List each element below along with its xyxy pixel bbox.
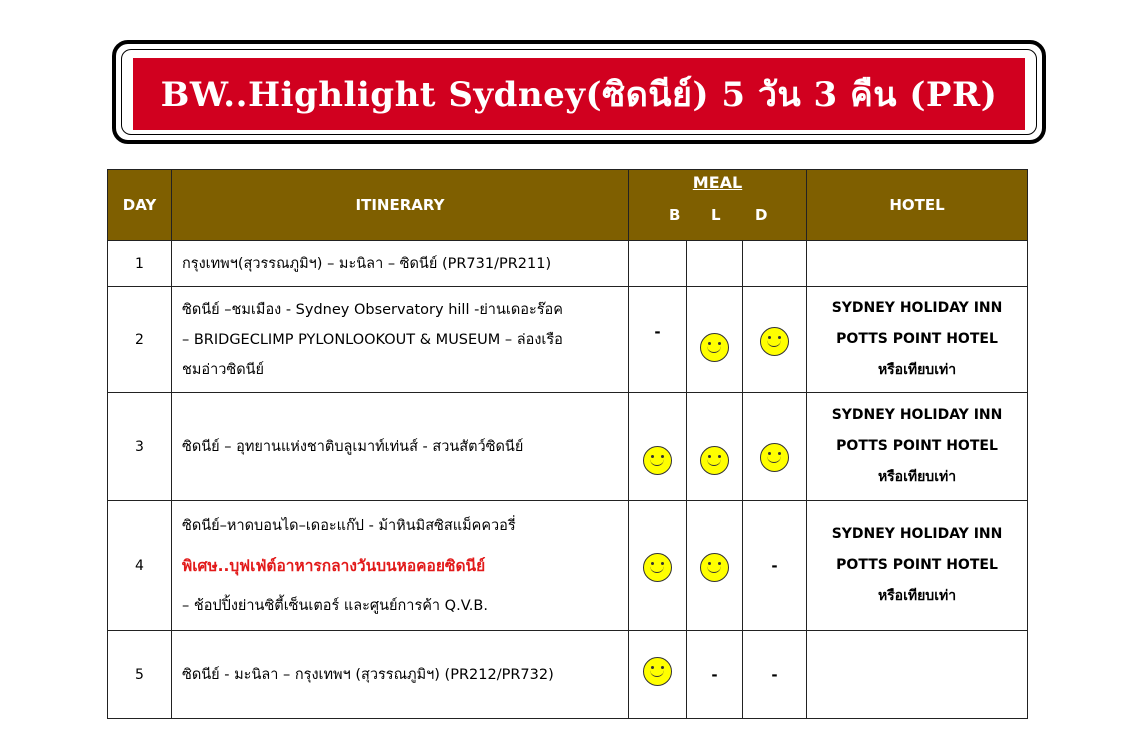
hotel-line: SYDNEY HOLIDAY INN <box>831 300 1003 316</box>
smiley-icon <box>760 327 789 356</box>
itinerary-text <box>172 287 629 393</box>
table-row <box>108 631 1028 719</box>
hotel-line: POTTS POINT HOTEL <box>836 438 998 454</box>
header-day: DAY <box>108 170 172 241</box>
meal-lunch <box>687 241 743 287</box>
table-row <box>108 241 1028 287</box>
itinerary-text: กรุงเทพฯ(สุวรรณภูมิฯ) – มะนิลา – ซิดนีย์ (PR731/PR211) <box>172 241 629 287</box>
table-row <box>108 501 1028 631</box>
meal-breakfast <box>629 287 687 393</box>
meal-dinner <box>743 241 807 287</box>
itinerary-line: ซิดนีย์–หาดบอนได–เดอะแก๊ป - ม้าหินมิสซิสแม็คควอรี่ <box>182 517 516 534</box>
day-number: 2 <box>108 287 172 393</box>
header-hotel: HOTEL <box>807 170 1028 241</box>
hotel-cell <box>807 631 1028 719</box>
itinerary-text <box>172 501 629 631</box>
meal-breakfast <box>629 393 687 501</box>
itinerary-table <box>107 169 1028 719</box>
meal-lunch <box>687 287 743 393</box>
hotel-line: หรือเทียบเท่า <box>877 362 957 378</box>
day-number: 5 <box>108 631 172 719</box>
title-banner <box>133 58 1025 130</box>
header-meal <box>629 170 807 241</box>
dash-mark: - <box>654 322 661 341</box>
table-row <box>108 393 1028 501</box>
meal-lunch: - <box>687 631 743 719</box>
day-number: 1 <box>108 241 172 287</box>
hotel-line: SYDNEY HOLIDAY INN <box>831 407 1003 423</box>
meal-breakfast <box>629 501 687 631</box>
smiley-icon <box>643 657 672 686</box>
hotel-line: POTTS POINT HOTEL <box>836 331 998 347</box>
hotel-cell <box>807 501 1028 631</box>
smiley-icon <box>643 446 672 475</box>
itinerary-text: ซิดนีย์ - มะนิลา – กรุงเทพฯ (สุวรรณภูมิฯ) (PR212/PR732) <box>172 631 629 719</box>
smiley-icon <box>700 553 729 582</box>
hotel-line: SYDNEY HOLIDAY INN <box>831 526 1003 542</box>
header-meal-d: D <box>755 206 768 224</box>
header-itinerary: ITINERARY <box>172 170 629 241</box>
meal-dinner: - <box>743 631 807 719</box>
meal-breakfast <box>629 631 687 719</box>
hotel-line: หรือเทียบเท่า <box>877 588 957 604</box>
meal-lunch <box>687 501 743 631</box>
table-header-row <box>108 170 1028 241</box>
itinerary-text: ซิดนีย์ – อุทยานแห่งชาติบลูเมาท์เท่นส์ - สวนสัตว์ซิดนีย์ <box>172 393 629 501</box>
meal-dinner <box>743 287 807 393</box>
hotel-line: หรือเทียบเท่า <box>877 469 957 485</box>
itinerary-line: ซิดนีย์ –ชมเมือง - Sydney Observatory hill -ย่านเดอะร๊อค <box>182 301 563 318</box>
smiley-icon <box>700 446 729 475</box>
page-title: BW..Highlight Sydney(ซิดนีย์) 5 วัน 3 คืน (PR) <box>160 75 998 115</box>
hotel-cell <box>807 393 1028 501</box>
meal-dinner <box>743 393 807 501</box>
hotel-cell <box>807 287 1028 393</box>
header-meal-title: MEAL <box>692 173 743 192</box>
meal-dinner: - <box>743 501 807 631</box>
day-number: 4 <box>108 501 172 631</box>
smiley-icon <box>760 443 789 472</box>
table-row <box>108 287 1028 393</box>
itinerary-highlight: พิเศษ..บุฟเฟ่ต์อาหารกลางวันบนหอคอยซิดนีย์ <box>182 556 486 575</box>
smiley-icon <box>700 333 729 362</box>
smiley-icon <box>643 553 672 582</box>
day-number: 3 <box>108 393 172 501</box>
hotel-cell <box>807 241 1028 287</box>
meal-breakfast <box>629 241 687 287</box>
header-meal-b: B <box>669 206 681 224</box>
itinerary-line: ชมอ่าวซิดนีย์ <box>182 361 265 378</box>
itinerary-line: – BRIDGECLIMP PYLONLOOKOUT & MUSEUM – ล่องเรือ <box>182 331 563 348</box>
hotel-line: POTTS POINT HOTEL <box>836 557 998 573</box>
header-meal-l: L <box>711 206 721 224</box>
meal-lunch <box>687 393 743 501</box>
itinerary-line: – ช้อปปิ้งย่านซิตี้เซ็นเตอร์ และศูนย์การค้า Q.V.B. <box>182 597 488 614</box>
